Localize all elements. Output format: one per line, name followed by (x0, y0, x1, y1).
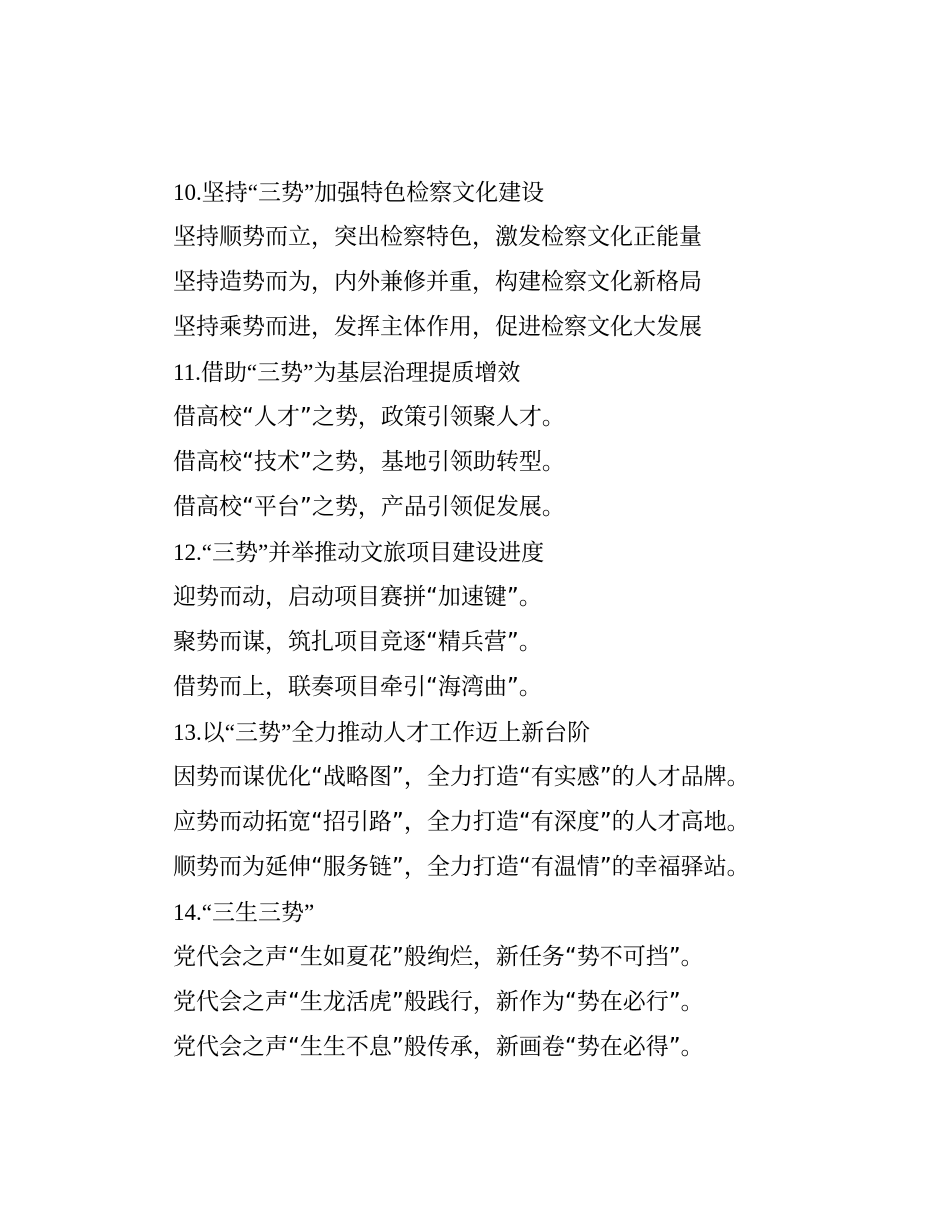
section-line: 借高校“人才”之势，政策引领聚人才。 (173, 404, 565, 430)
section-heading: 14.“三生三势” (173, 900, 315, 925)
section-heading: 11.借助“三势”为基层治理提质增效 (173, 360, 521, 385)
section-line: 应势而动拓宽“招引路”，全力打造“有深度”的人才高地。 (173, 809, 750, 835)
section-line: 党代会之声“生龙活虎”般践行，新作为“势在必行”。 (173, 989, 704, 1015)
section-line: 因势而谋优化“战略图”，全力打造“有实感”的人才品牌。 (173, 764, 750, 790)
section-line: 迎势而动，启动项目赛拼“加速键”。 (173, 584, 542, 610)
section-line: 借高校“技术”之势，基地引领助转型。 (173, 449, 565, 475)
section-line: 借高校“平台”之势，产品引领促发展。 (173, 494, 565, 520)
section-line: 党代会之声“生如夏花”般绚烂，新任务“势不可挡”。 (173, 944, 704, 970)
section-line: 坚持造势而为，内外兼修并重，构建检察文化新格局 (173, 269, 702, 295)
section-line: 党代会之声“生生不息”般传承，新画卷“势在必得”。 (173, 1034, 704, 1060)
section-line: 坚持顺势而立，突出检察特色，激发检察文化正能量 (173, 224, 702, 250)
section-line: 聚势而谋，筑扎项目竞逐“精兵营”。 (173, 629, 542, 655)
section-line: 顺势而为延伸“服务链”，全力打造“有温情”的幸福驿站。 (173, 854, 750, 880)
section-heading: 10.坚持“三势”加强特色检察文化建设 (173, 180, 545, 205)
section-heading: 13.以“三势”全力推动人才工作迈上新台阶 (173, 720, 591, 745)
section-line: 坚持乘势而进，发挥主体作用，促进检察文化大发展 (173, 314, 702, 340)
section-line: 借势而上，联奏项目牵引“海湾曲”。 (173, 674, 542, 700)
section-heading: 12.“三势”并举推动文旅项目建设进度 (173, 540, 545, 565)
document-body (173, 170, 873, 1070)
